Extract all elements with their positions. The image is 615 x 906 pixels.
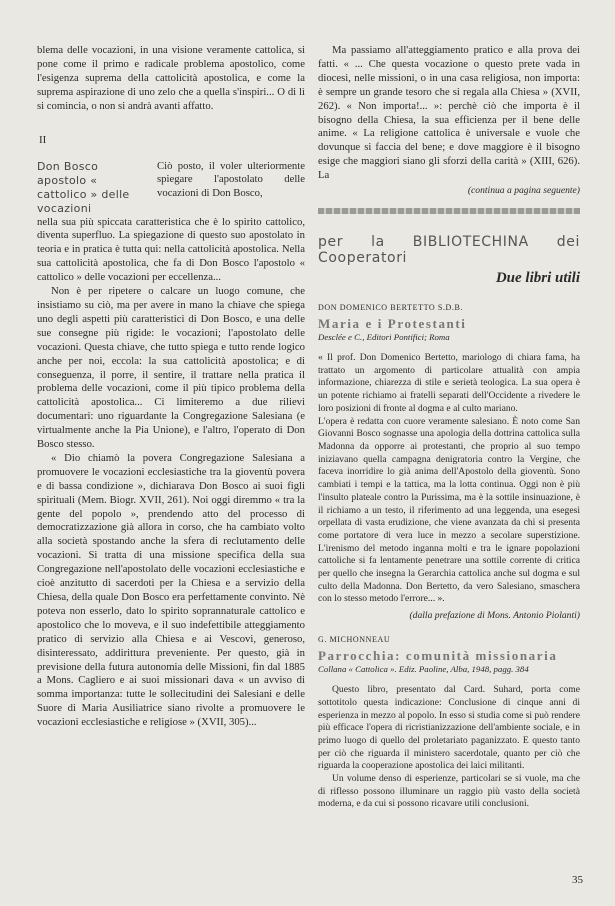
left-column: [37, 44, 305, 730]
left-paragraph-2: nella sua più spiccata caratteristica che è lo spirito cattolico, diventa superfluo. La spiegazione di questo suo apostolato in teoria e in pratica è tutta qui: nella cattolicità apostolica. Nella sua cattolicità apostolica, che fa di Don Bosco l'apostolo « cattolico » delle vocazioni per eccellenza...: [37, 215, 305, 284]
book1-review-2: L'opera è redatta con cuore veramente salesiano. È noto come San Giovanni Bosco sognasse una apologia della dottrina cattolica sulla Madonna da opporre ai protestanti, che proprio al suo tempo iniziavano quella campagna denigratoria contro la Vergine, che faceva inorridire lo già anima dell'Apostolo della gioventù. Sono cambiati i tempi e la tattica, ma la lotta continua. Oggi non è più l'insulto plateale contro la Purissima, ma è la sottile insinuazione, è il richiamo a un testo, il riferimento ad una leggenda, una esegesi orpellata di vasta erudizione, che viene avanzata da chi si presenta come portatore di vera luce in mezzo a secolare superstizione. L'irenismo del metodo inganna molti e tra le ignare popolazioni cattoliche si fa lentamente penetrare una sottile corrente di critica per quello che insegna la Gerarchia cattolica anche sul dogma e sul culto della Madonna. Don Bertetto, da vero Salesiano, smaschera con lo stesso metodo l'errore... ».: [318, 415, 580, 605]
right-paragraph-1: Ma passiamo all'atteggiamento pratico e alla prova dei fatti. « ... Che questa vocazione o questo prete vada in diocesi, nelle missioni, o in una casa religiosa, non importa: è sempre un grande tesoro che si regala alla Chiesa » (XVII, 262). « Non importa!... »: perchè ciò che importa è il bisogno della Chiesa, la sua efficienza per il bene delle anime. « La religione cattolica è universale e vuole che dovunque si faccia del bene; e dove maggiore è il bisogno esige che maggiori siano gli sforzi della carità » (XIII, 626). La: [318, 44, 580, 182]
right-column: [318, 44, 580, 811]
left-paragraph-1: blema delle vocazioni, in una visione veramente cattolica, si pone come il primo e radicale problema apostolico, come l'esigenza suprema della cattolicità apostolica, e come la suprema aspirazione di uno zelo che a quella s'inspiri... O di lì si comincia, o non si andrà avanti affatto.: [37, 44, 305, 112]
left-paragraph-3: Non è per ripetere o calcare un luogo comune, che insistiamo su ciò, ma per avere in mano la chiave che spiega uno degli aspetti più caratteristici di Don Bosco, e una delle sue consegne più rigide: le vocazioni; l'apostolato delle vocazioni. Questa chiave, che tutto spiega e tutto rende logico anche per noi, eccola: la sua cattolicità apostolica; e di conseguenza, il porre, il sentire, il trattare nella pratica il problema delle vocazioni, come il più tipico problema della cattolicità apostolica... Ci limiteremo a due rilievi documentari: uno riguardante la Congregazione Salesiana (e virtualmente anche la Pia Unione), e l'altro, l'operato di Don Bosco stesso.: [37, 285, 305, 451]
page-number: 35: [572, 874, 583, 886]
book2-author: G. MICHONNEAU: [318, 635, 391, 645]
book2-publisher: Collana « Cattolica ». Ediz. Paoline, Alba, 1948, pagg. 384: [318, 664, 529, 675]
side-heading-block: [37, 160, 305, 216]
book2-title: Parrocchia: comunità missionaria: [318, 648, 558, 664]
book2-review-2: Un volume denso di esperienze, particolari se si vuole, ma che di riflesso possono illuminare un raggio più vasto della società moderna, e da cui si possono ricavare utili conclusioni.: [318, 773, 580, 810]
book1-author: DON DOMENICO BERTETTO S.D.B.: [318, 303, 464, 313]
side-heading-text: Ciò posto, il voler ulteriormente spiegare l'apostolato delle vocazioni di Don Bosco,: [157, 159, 305, 200]
book1-publisher: Desclée e C., Editori Pontifici; Roma: [318, 332, 450, 343]
book1-title: Maria e i Protestanti: [318, 316, 467, 332]
left-paragraph-4: « Dio chiamò la povera Congregazione Salesiana a promuovere le vocazioni ecclesiastiche tra la gioventù povera e di bassa condizione », dichiarava Don Bosco ai suoi figli spirituali (Mem. Biogr. XVII, 261). Noi oggi diremmo « tra la gente del popolo », prendendo atto del processo di democratizzazione già allora in corso, che ha cambiato volto alla società spostando anche la sfera di reclutamento delle vocazioni. Si tratta di una missione specifica della sua Congregazione nell'apostolato delle vocazioni ecclesiastiche e cioè anzitutto di sacerdoti per la Chiesa e a servizio della Chiesa, della quale Don Bosco era perfettamente convinto. Nè poteva non esserlo, dato lo spirito soprannaturale cattolico e apostolico che lo moveva, e il suo indefettibile atteggiamento pratico di servizio alla Chiesa e ai Vescovi, generoso, disinteressato, addirittura preveniente. Per questo, già in previsione della futura autonomia delle Missioni, fin dal 1885 a Mons. Cagliero e ai suoi missionari dava « un avviso di somma importanza: tutte le sollecitudini dei Salesiani e delle Suore di Maria Ausiliatrice siano rivolte a promuovere le vocazioni ecclesiastiche e religiose » (XVII, 305)...: [37, 451, 305, 729]
rubric-heading: per la BIBLIOTECHINA dei Cooperatori: [318, 234, 580, 267]
section-number: II: [39, 133, 47, 146]
book1-review-1: « Il prof. Don Domenico Bertetto, mariologo di chiara fama, ha trattato un argomento di particolare attualità con ampia informazione, chiarezza di stile e serietà teologica. La sua opera è un potente richiamo ai fratelli separati dell'Occidente a rivedere le loro posizioni di fronte al dogma e al culto mariano.: [318, 352, 580, 414]
book1-citation: (dalla prefazione di Mons. Antonio Piolanti): [409, 610, 580, 622]
book2-review-1: Questo libro, presentato dal Card. Suhard, porta come sottotitolo questa indicazione: Conclusione di cinque anni di esperienza in mezzo al popolo. In esso si studia come si può rendere più efficace l'opera di ricristianizzazione dell'ambiente sociale, e in primo luogo di quello del proletariato paganizzato. E questo tanto per ciò che riguarda il ministero sacerdotale, quanto per ciò che riguarda la cooperazione apostolica dei laici militanti.: [318, 684, 580, 772]
rubric-title: Due libri utili: [495, 270, 580, 287]
continued-note: (continua a pagina seguente): [467, 185, 580, 197]
side-heading: Don Bosco apostolo « cattolico » delle vocazioni: [37, 159, 130, 215]
decorative-rule: [318, 208, 580, 214]
